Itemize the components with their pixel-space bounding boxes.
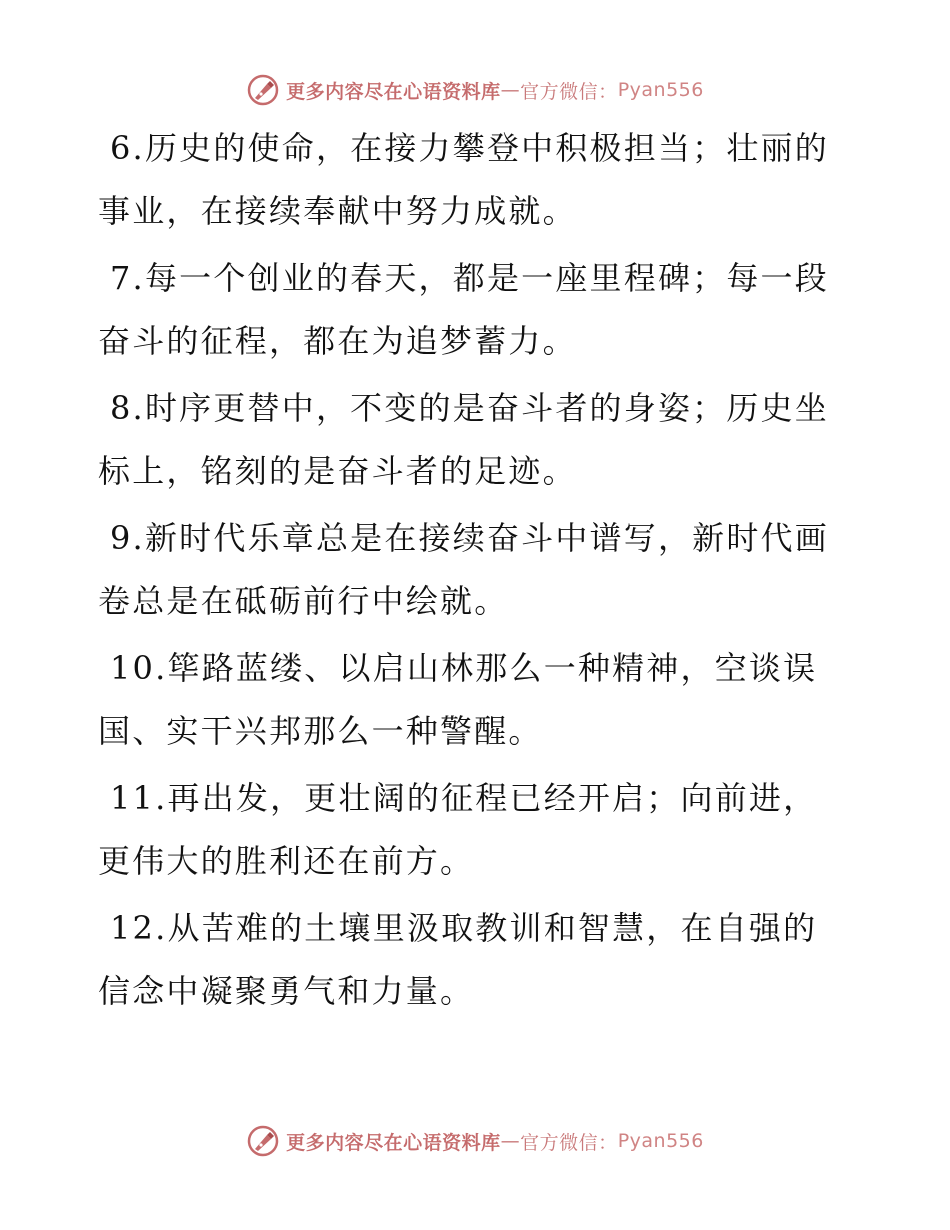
watermark-wechat-label: 官方微信： <box>520 1131 618 1154</box>
quote-list <box>98 117 843 1027</box>
watermark-wechat-id: Pyan556 <box>617 79 704 101</box>
quote-item-7 <box>98 247 843 373</box>
quote-number: 12. <box>110 909 168 947</box>
header-watermark <box>0 70 950 110</box>
quote-number: 11. <box>110 779 168 817</box>
quote-text: 新时代乐章总是在接续奋斗中谱写，新时代画卷总是在砥砺前行中绘就。 <box>98 519 829 620</box>
pen-nib-circle-icon <box>246 1124 280 1158</box>
watermark-brand: 更多内容尽在心语资料库 <box>286 80 501 103</box>
quote-item-9 <box>98 507 843 633</box>
quote-text: 再出发，更壮阔的征程已经开启；向前进，更伟大的胜利还在前方。 <box>98 779 818 880</box>
quote-text: 时序更替中，不变的是奋斗者的身姿；历史坐标上，铭刻的是奋斗者的足迹。 <box>98 389 829 490</box>
quote-text: 筚路蓝缕、以启山林那么一种精神，空谈误国、实干兴邦那么一种警醒。 <box>98 649 818 750</box>
footer-watermark <box>0 1121 950 1161</box>
quote-number: 6. <box>110 129 145 167</box>
watermark-dash: — <box>500 1130 521 1152</box>
quote-item-11 <box>98 767 843 893</box>
watermark-wechat-label: 官方微信： <box>520 80 618 103</box>
quote-number: 10. <box>110 649 168 687</box>
quote-text: 每一个创业的春天，都是一座里程碑；每一段奋斗的征程，都在为追梦蓄力。 <box>98 259 829 360</box>
quote-item-8 <box>98 377 843 503</box>
quote-item-6 <box>98 117 843 243</box>
watermark-dash: — <box>500 79 521 101</box>
quote-text: 历史的使命，在接力攀登中积极担当；壮丽的事业，在接续奉献中努力成就。 <box>98 129 829 230</box>
quote-number: 9. <box>110 519 145 557</box>
watermark-brand: 更多内容尽在心语资料库 <box>286 1131 501 1154</box>
quote-text: 从苦难的土壤里汲取教训和智慧，在自强的信念中凝聚勇气和力量。 <box>98 909 818 1010</box>
pen-nib-circle-icon <box>246 73 280 107</box>
quote-number: 7. <box>110 259 145 297</box>
quote-item-12 <box>98 897 843 1023</box>
quote-number: 8. <box>110 389 145 427</box>
quote-item-10 <box>98 637 843 763</box>
watermark-wechat-id: Pyan556 <box>617 1130 704 1152</box>
